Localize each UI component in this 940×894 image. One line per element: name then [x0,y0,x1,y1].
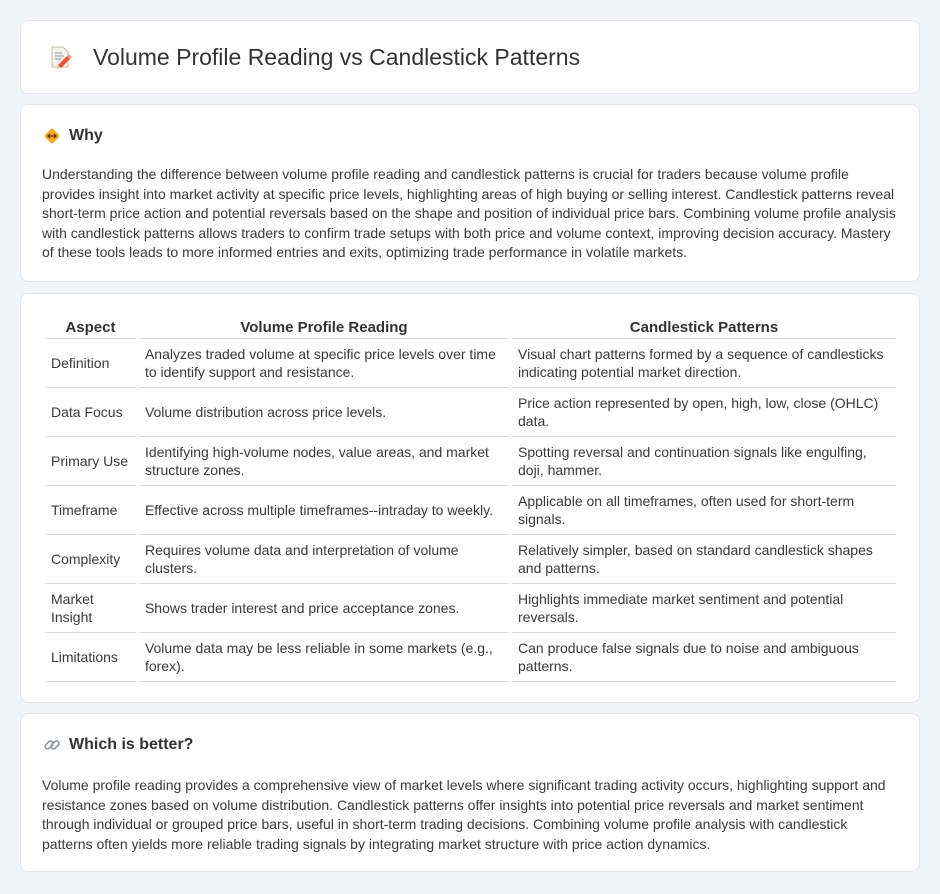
row-candlestick: Spotting reversal and continuation signals like engulfing, doji, hammer. [512,437,896,486]
row-candlestick: Visual chart patterns formed by a sequence of candlesticks indicating potential market direction. [512,339,896,388]
row-volume-profile: Volume distribution across price levels. [139,388,509,437]
which-better-heading: Which is better? [69,736,194,753]
header-candlestick: Candlestick Patterns [512,314,896,339]
which-better-text: Volume profile reading provides a comprehensive view of market levels where significant trading activity occurs, highlighting support and resistance zones based on volume distribution. Candlestick patterns offer insights into potential price reversals and market sentiment through individual or grouped price bars, useful in short-term trading decisions. Combining volume profile analysis with candlestick patterns often yields more reliable trading signals by integrating market structure with price action dynamics. [42,777,886,852]
title-card [20,20,920,94]
header-volume-profile: Volume Profile Reading [139,314,509,339]
row-volume-profile: Analyzes traded volume at specific price levels over time to identify support and resistance. [139,339,509,388]
table-row [45,388,896,437]
why-text: Understanding the difference between volume profile reading and candlestick patterns is crucial for traders because volume profile provides insight into market activity at specific price levels, highlighting areas of high buying or selling interest. Candlestick patterns reveal short-term price action and potential reversals based on the shape and position of individual price bars. Combining volume profile analysis with candlestick patterns allows traders to confirm trade setups with both price and volume context, improving decision accuracy. Mastery of these tools leads to more informed entries and exits, optimizing trade performance in volatile markets. [42,166,896,261]
table-row [45,584,896,633]
table-row [45,339,896,388]
row-aspect: Primary Use [45,437,136,486]
row-aspect: Definition [45,339,136,388]
why-heading: Why [69,127,103,144]
row-volume-profile: Volume data may be less reliable in some markets (e.g., forex). [139,633,509,682]
document-pencil-icon [47,44,73,70]
row-aspect: Complexity [45,535,136,584]
table-row [45,535,896,584]
comparison-card [20,293,920,703]
row-volume-profile: Shows trader interest and price acceptance zones. [139,584,509,633]
row-candlestick: Price action represented by open, high, low, close (OHLC) data. [512,388,896,437]
row-candlestick: Can produce false signals due to noise and ambiguous patterns. [512,633,896,682]
comparison-table [42,314,899,682]
row-candlestick: Applicable on all timeframes, often used for short-term signals. [512,486,896,535]
row-volume-profile: Identifying high-volume nodes, value areas, and market structure zones. [139,437,509,486]
row-volume-profile: Requires volume data and interpretation of volume clusters. [139,535,509,584]
row-aspect: Data Focus [45,388,136,437]
header-aspect: Aspect [45,314,136,339]
table-header-row [45,314,896,339]
link-icon [43,736,61,754]
row-candlestick: Highlights immediate market sentiment and potential reversals. [512,584,896,633]
row-candlestick: Relatively simpler, based on standard candlestick shapes and patterns. [512,535,896,584]
row-aspect: Market Insight [45,584,136,633]
which-better-card [20,713,920,872]
row-volume-profile: Effective across multiple timeframes--intraday to weekly. [139,486,509,535]
why-card [20,104,920,282]
table-row [45,437,896,486]
row-aspect: Limitations [45,633,136,682]
table-row [45,486,896,535]
page-title: Volume Profile Reading vs Candlestick Patterns [93,43,581,70]
diamond-arrows-icon [43,127,61,145]
table-row [45,633,896,682]
row-aspect: Timeframe [45,486,136,535]
